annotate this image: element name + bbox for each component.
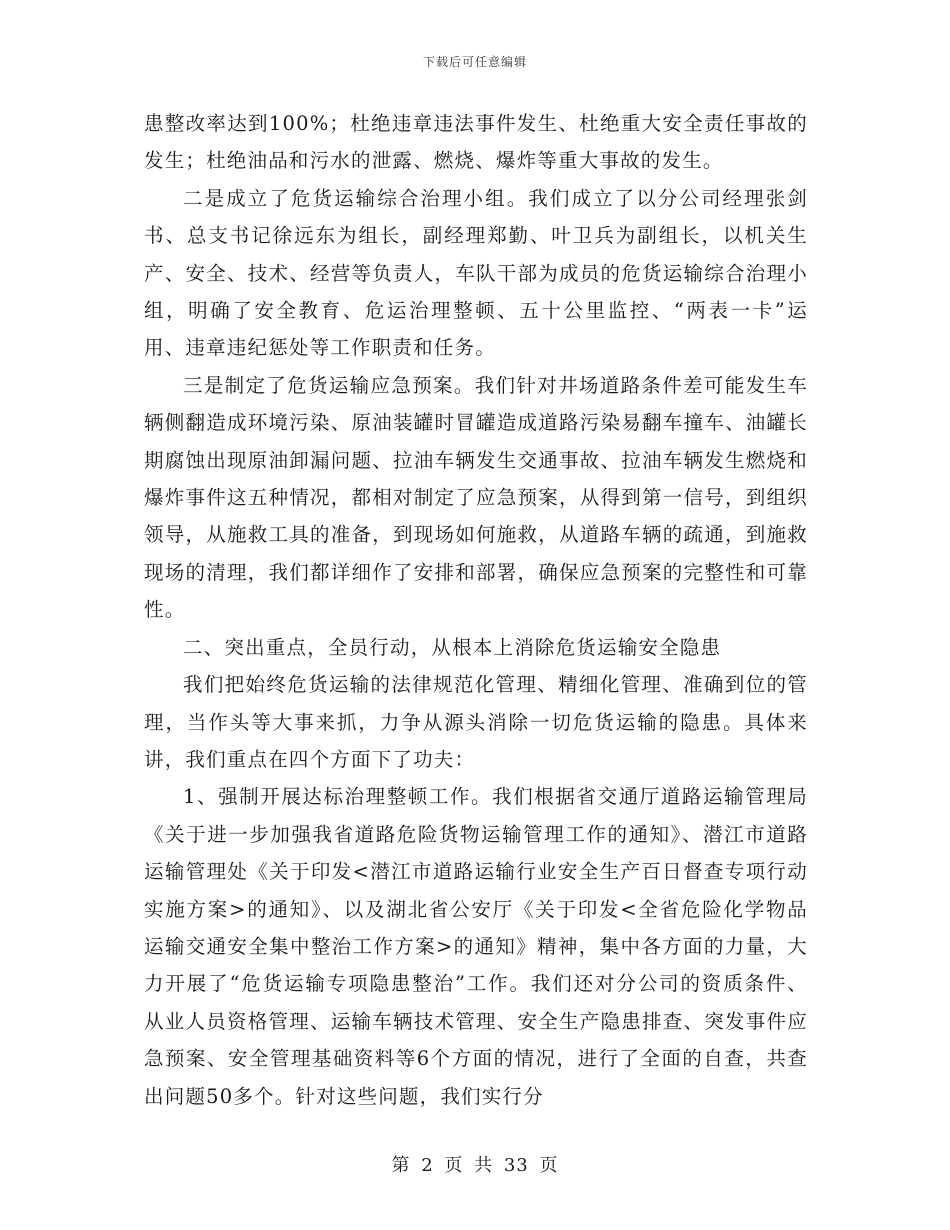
paragraph-emergency-plan: 三是制定了危货运输应急预案。我们针对井场道路条件差可能发生车辆侧翻造成环境污染、原油装罐时冒罐造成道路污染易翻车撞车、油罐长期腐蚀出现原油卸漏问题、拉油车辆发生交通事故、拉油车辆发生燃烧和爆炸事件这五种情况，都相对制定了应急预案，从得到第一信号，到组织领导，从施救工具的准备，到现场如何施救，从道路车辆的疏通，到施救现场的清理，我们都详细作了安排和部署，确保应急预案的完整性和可靠性。 [144,373,808,622]
section-heading: 二、突出重点，全员行动，从根本上消除危货运输安全隐患 [183,635,722,659]
page-header-note: 下载后可任意编辑 [422,55,527,69]
paragraph-management: 我们把始终危货运输的法律规范化管理、精细化管理、准确到位的管理，当作头等大事来抓，力争从源头消除一切危货运输的隐患。具体来讲，我们重点在四个方面下了功夫： [144,673,808,771]
paragraph-rectification: 1、强制开展达标治理整顿工作。我们根据省交通厅道路运输管理局《关于进一步加强我省道路危险货物运输管理工作的通知》、潜江市道路运输管理处《关于印发<潜江市道路运输行业安全生产百日督查专项行动实施方案>的通知》、以及湖北省公安厅《关于印发<全省危险化学物品运输交通安全集中整治工作方案>的通知》精神，集中各方面的力量，大力开展了“危货运输专项隐患整治”工作。我们还对分公司的资质条件、从业人员资格管理、运输车辆技术管理、安全生产隐患排查、突发事件应急预案、安全管理基础资料等6个方面的情况，进行了全面的自查，共查出问题50多个。针对这些问题，我们实行分 [144,785,808,1108]
paragraph-continuation: 患整改率达到100%；杜绝违章违法事件发生、杜绝重大安全责任事故的发生；杜绝油品和污水的泄露、燃烧、爆炸等重大事故的发生。 [144,112,808,173]
document-body [144,105,808,1115]
page-number: 第 2 页 共 33 页 [391,1155,559,1176]
paragraph-governance-group: 二是成立了危货运输综合治理小组。我们成立了以分公司经理张剑书、总支书记徐远东为组长，副经理郑勤、叶卫兵为副组长，以机关生产、安全、技术、经营等负责人，车队干部为成员的危货运输综合治理小组，明确了安全教育、危运治理整顿、五十公里监控、“两表一卡”运用、违章违纪惩处等工作职责和任务。 [144,186,808,360]
